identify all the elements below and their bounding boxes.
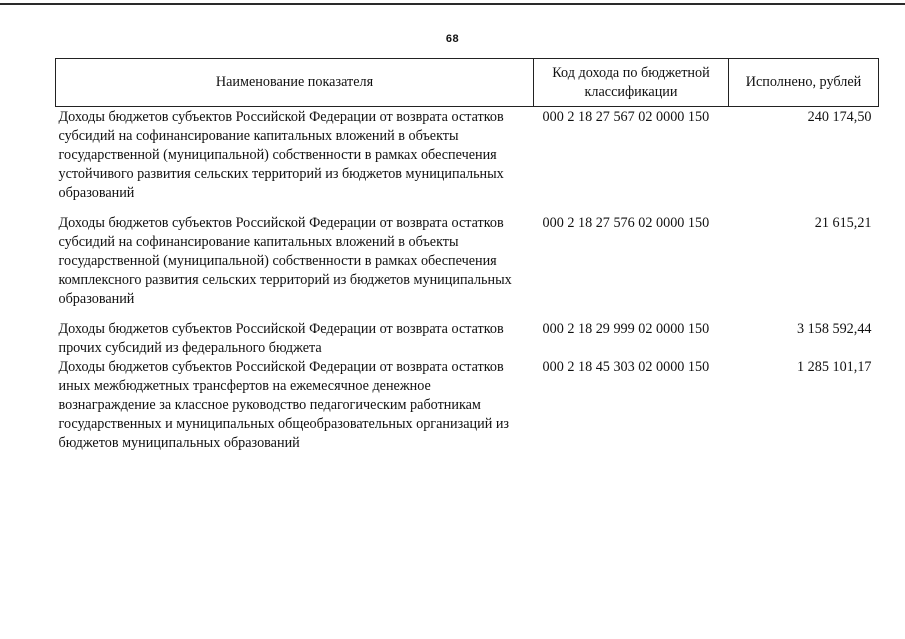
row-executed-amount: 3 158 592,44	[797, 321, 872, 337]
row-indicator-name: Доходы бюджетов субъектов Российской Федерации от возврата остатков субсидий на софинансирование капитальных вложений в объекты государственной (муниципальной) собственности в рамках обеспечения комплексного развития сельских территорий из бюджетов муниципальных образований	[58, 215, 512, 307]
revenue-table	[55, 58, 879, 453]
top-border-line	[0, 3, 905, 5]
table-header-row	[56, 59, 879, 107]
header-executed-amount: Исполнено, рублей	[729, 59, 879, 107]
row-revenue-code: 000 2 18 27 567 02 0000 150	[542, 109, 710, 125]
table-row	[56, 214, 879, 320]
table-row	[56, 320, 879, 358]
header-revenue-code: Код дохода по бюджетной классификации	[534, 59, 729, 107]
row-executed-amount: 240 174,50	[807, 109, 872, 125]
header-indicator-name: Наименование показателя	[56, 59, 534, 107]
row-revenue-code: 000 2 18 27 576 02 0000 150	[542, 215, 710, 231]
table-body	[56, 107, 879, 454]
row-indicator-name: Доходы бюджетов субъектов Российской Федерации от возврата остатков субсидий на софинансирование капитальных вложений в объекты государственной (муниципальной) собственности в рамках обеспечения устойчивого развития сельских территорий из бюджетов муниципальных образований	[58, 109, 504, 201]
row-indicator-name: Доходы бюджетов субъектов Российской Федерации от возврата остатков прочих субсидий из федерального бюджета	[58, 321, 504, 356]
page-number: 68	[445, 33, 460, 45]
table-header	[56, 59, 879, 107]
table-row	[56, 358, 879, 453]
row-revenue-code: 000 2 18 45 303 02 0000 150	[542, 359, 710, 375]
revenue-table-container	[55, 58, 878, 453]
row-indicator-name: Доходы бюджетов субъектов Российской Федерации от возврата остатков иных межбюджетных трансфертов на ежемесячное денежное вознаграждение за классное руководство педагогическим работникам государственных и муниципальных общеобразовательных организаций из бюджетов муниципальных образований	[58, 359, 510, 451]
row-executed-amount: 1 285 101,17	[797, 359, 872, 375]
row-revenue-code: 000 2 18 29 999 02 0000 150	[542, 321, 710, 337]
table-row	[56, 107, 879, 215]
row-executed-amount: 21 615,21	[814, 215, 872, 231]
